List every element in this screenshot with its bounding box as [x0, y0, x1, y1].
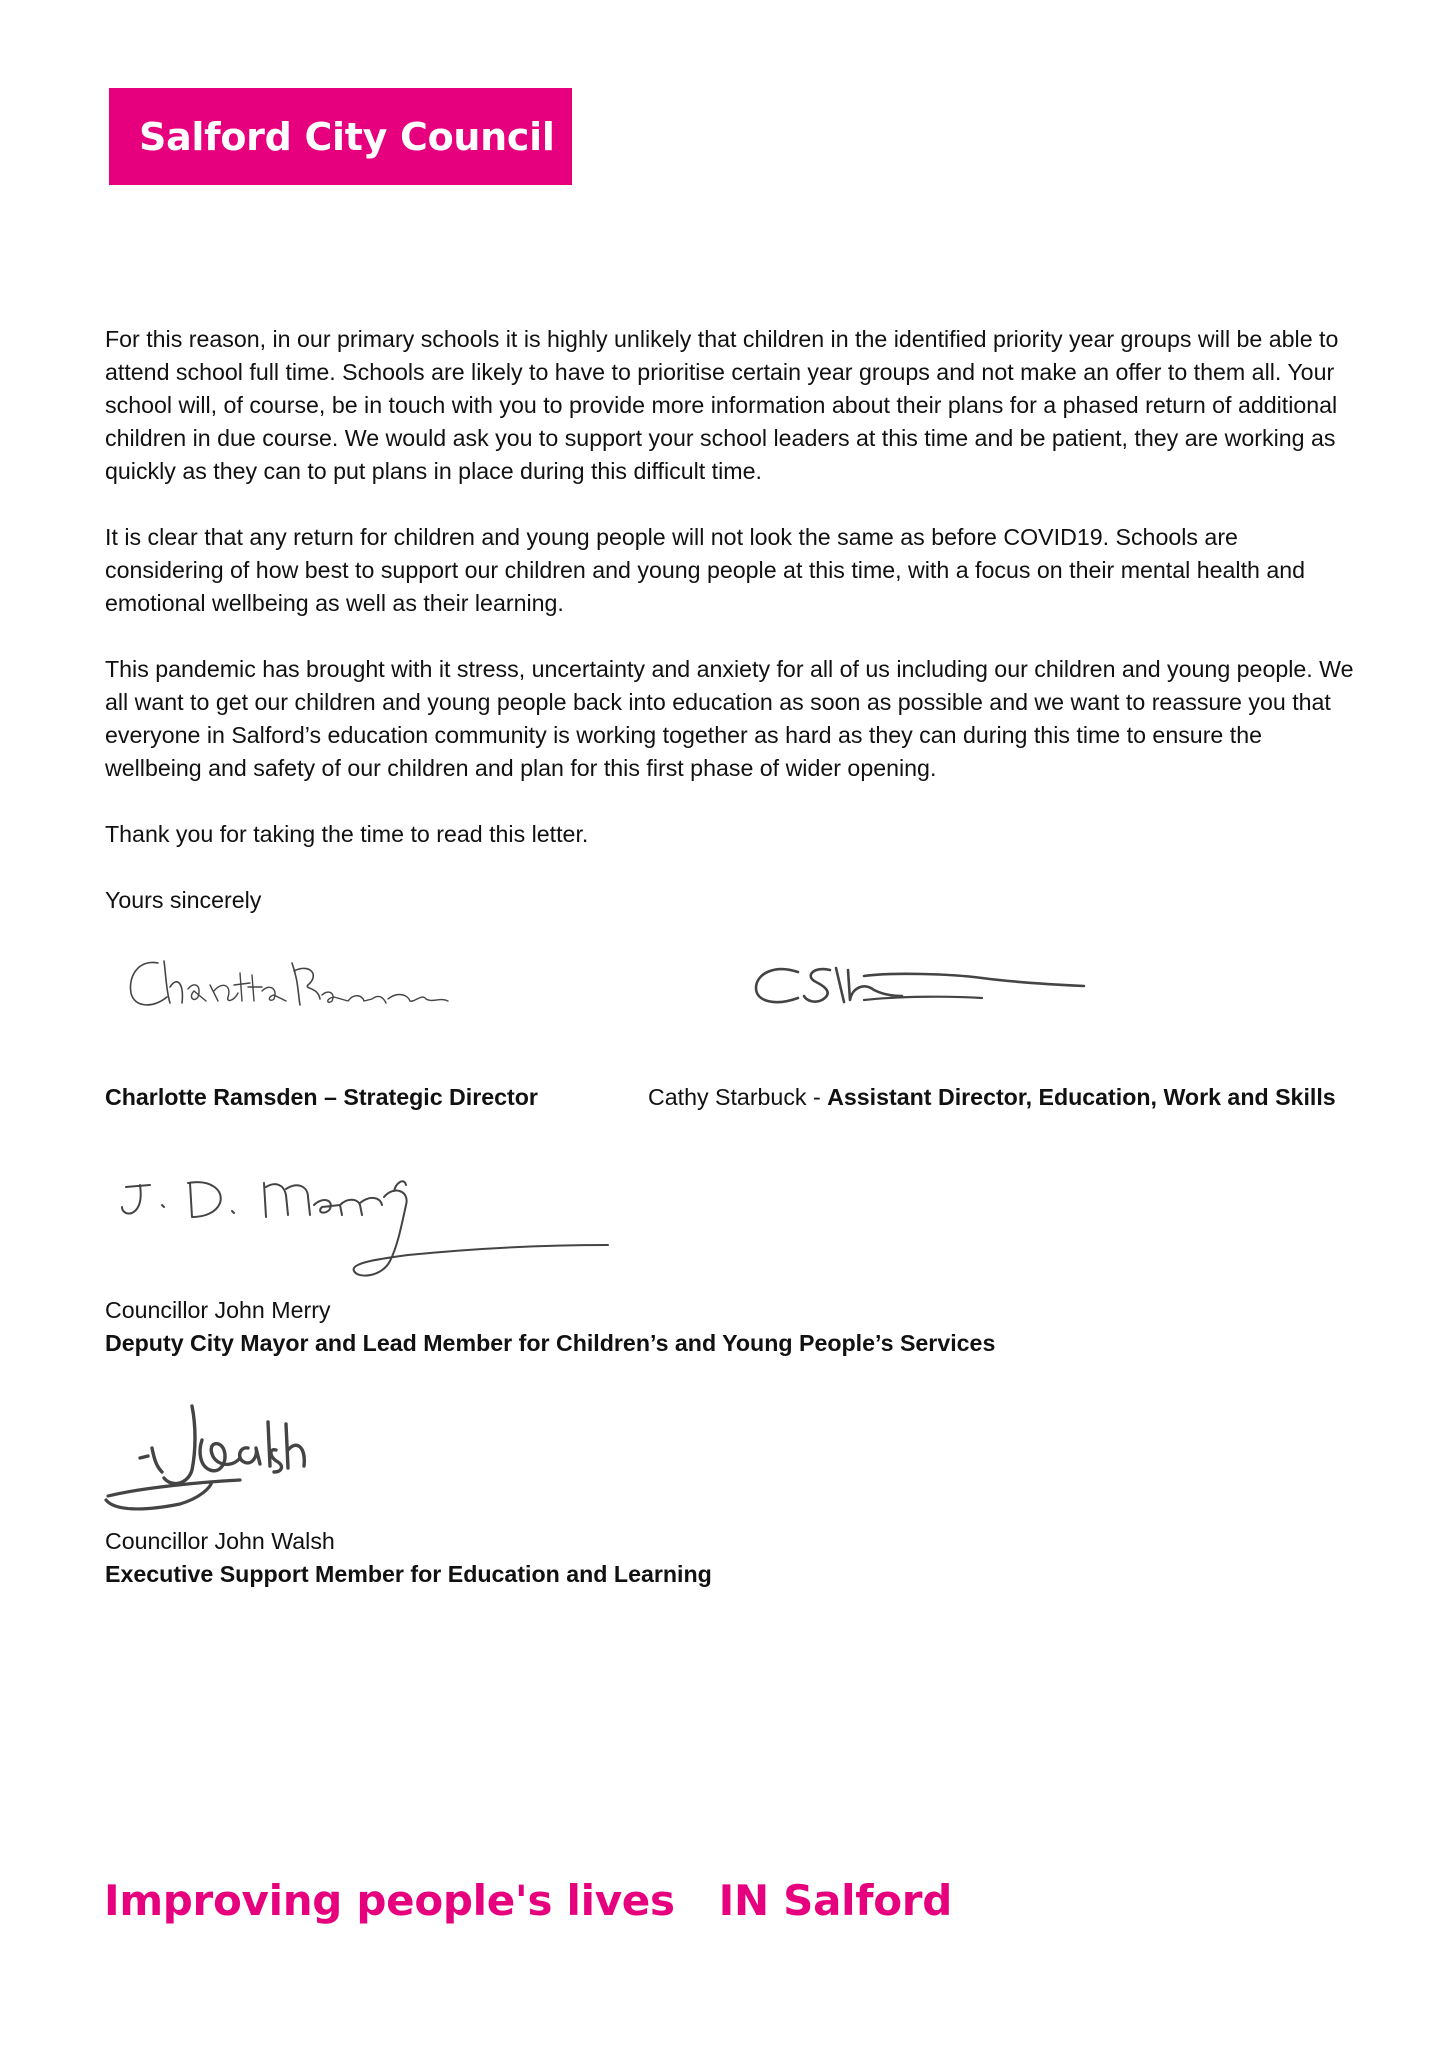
- paragraph-priority-year-groups: For this reason, in our primary schools it is highly unlikely that children in the identified priority year groups will be able to attend school full time. Schools are likely to have to prioritise certain year groups and not make an offer to them all. Your school will, of course, be in touch with you to provide more information about their plans for a phased return of additional children in due course. We would ask you to support your school leaders at this time and be patient, they are working as quickly as they can to put plans in place during this difficult time.: [105, 326, 1339, 484]
- sign-off: Yours sincerely: [105, 887, 262, 913]
- paragraph-return-wellbeing: It is clear that any return for children and young people will not look the same as before COVID19. Schools are considering of how best to support our children and young people at this time, with a focus on their mental health and emotional wellbeing as well as their learning.: [105, 524, 1306, 616]
- signature-ramsden: [122, 945, 472, 1020]
- signature-starbuck: [752, 960, 1092, 1020]
- starbuck-name: Cathy Starbuck -: [648, 1084, 828, 1110]
- merry-name: Councillor John Merry: [105, 1297, 331, 1323]
- walsh-name: Councillor John Walsh: [105, 1528, 335, 1554]
- signature-walsh: [100, 1400, 380, 1520]
- walsh-role: Executive Support Member for Education and Learning: [105, 1561, 712, 1587]
- signature-merry: [108, 1165, 628, 1295]
- footer-strapline: [104, 1876, 952, 1925]
- logo-text: Salford City Council: [139, 114, 555, 159]
- starbuck-line: [648, 1081, 1336, 1114]
- starbuck-role: Assistant Director, Education, Work and Skills: [827, 1084, 1336, 1110]
- strapline-improving: Improving people's lives: [104, 1876, 675, 1925]
- letter-body: [105, 323, 1355, 950]
- strapline-in-salford: IN Salford: [718, 1876, 952, 1925]
- paragraph-thank-you: Thank you for taking the time to read this letter.: [105, 821, 589, 847]
- paragraph-pandemic: This pandemic has brought with it stress, uncertainty and anxiety for all of us including our children and young people. We all want to get our children and young people back into education as soon as possible and we want to reassure you that everyone in Salford’s education community is working together as hard as they can during this time to ensure the wellbeing and safety of our children and plan for this first phase of wider opening.: [105, 656, 1354, 781]
- merry-role: Deputy City Mayor and Lead Member for Children’s and Young People’s Services: [105, 1330, 996, 1356]
- ramsden-name-role: Charlotte Ramsden – Strategic Director: [105, 1084, 538, 1110]
- council-logo: [109, 88, 572, 185]
